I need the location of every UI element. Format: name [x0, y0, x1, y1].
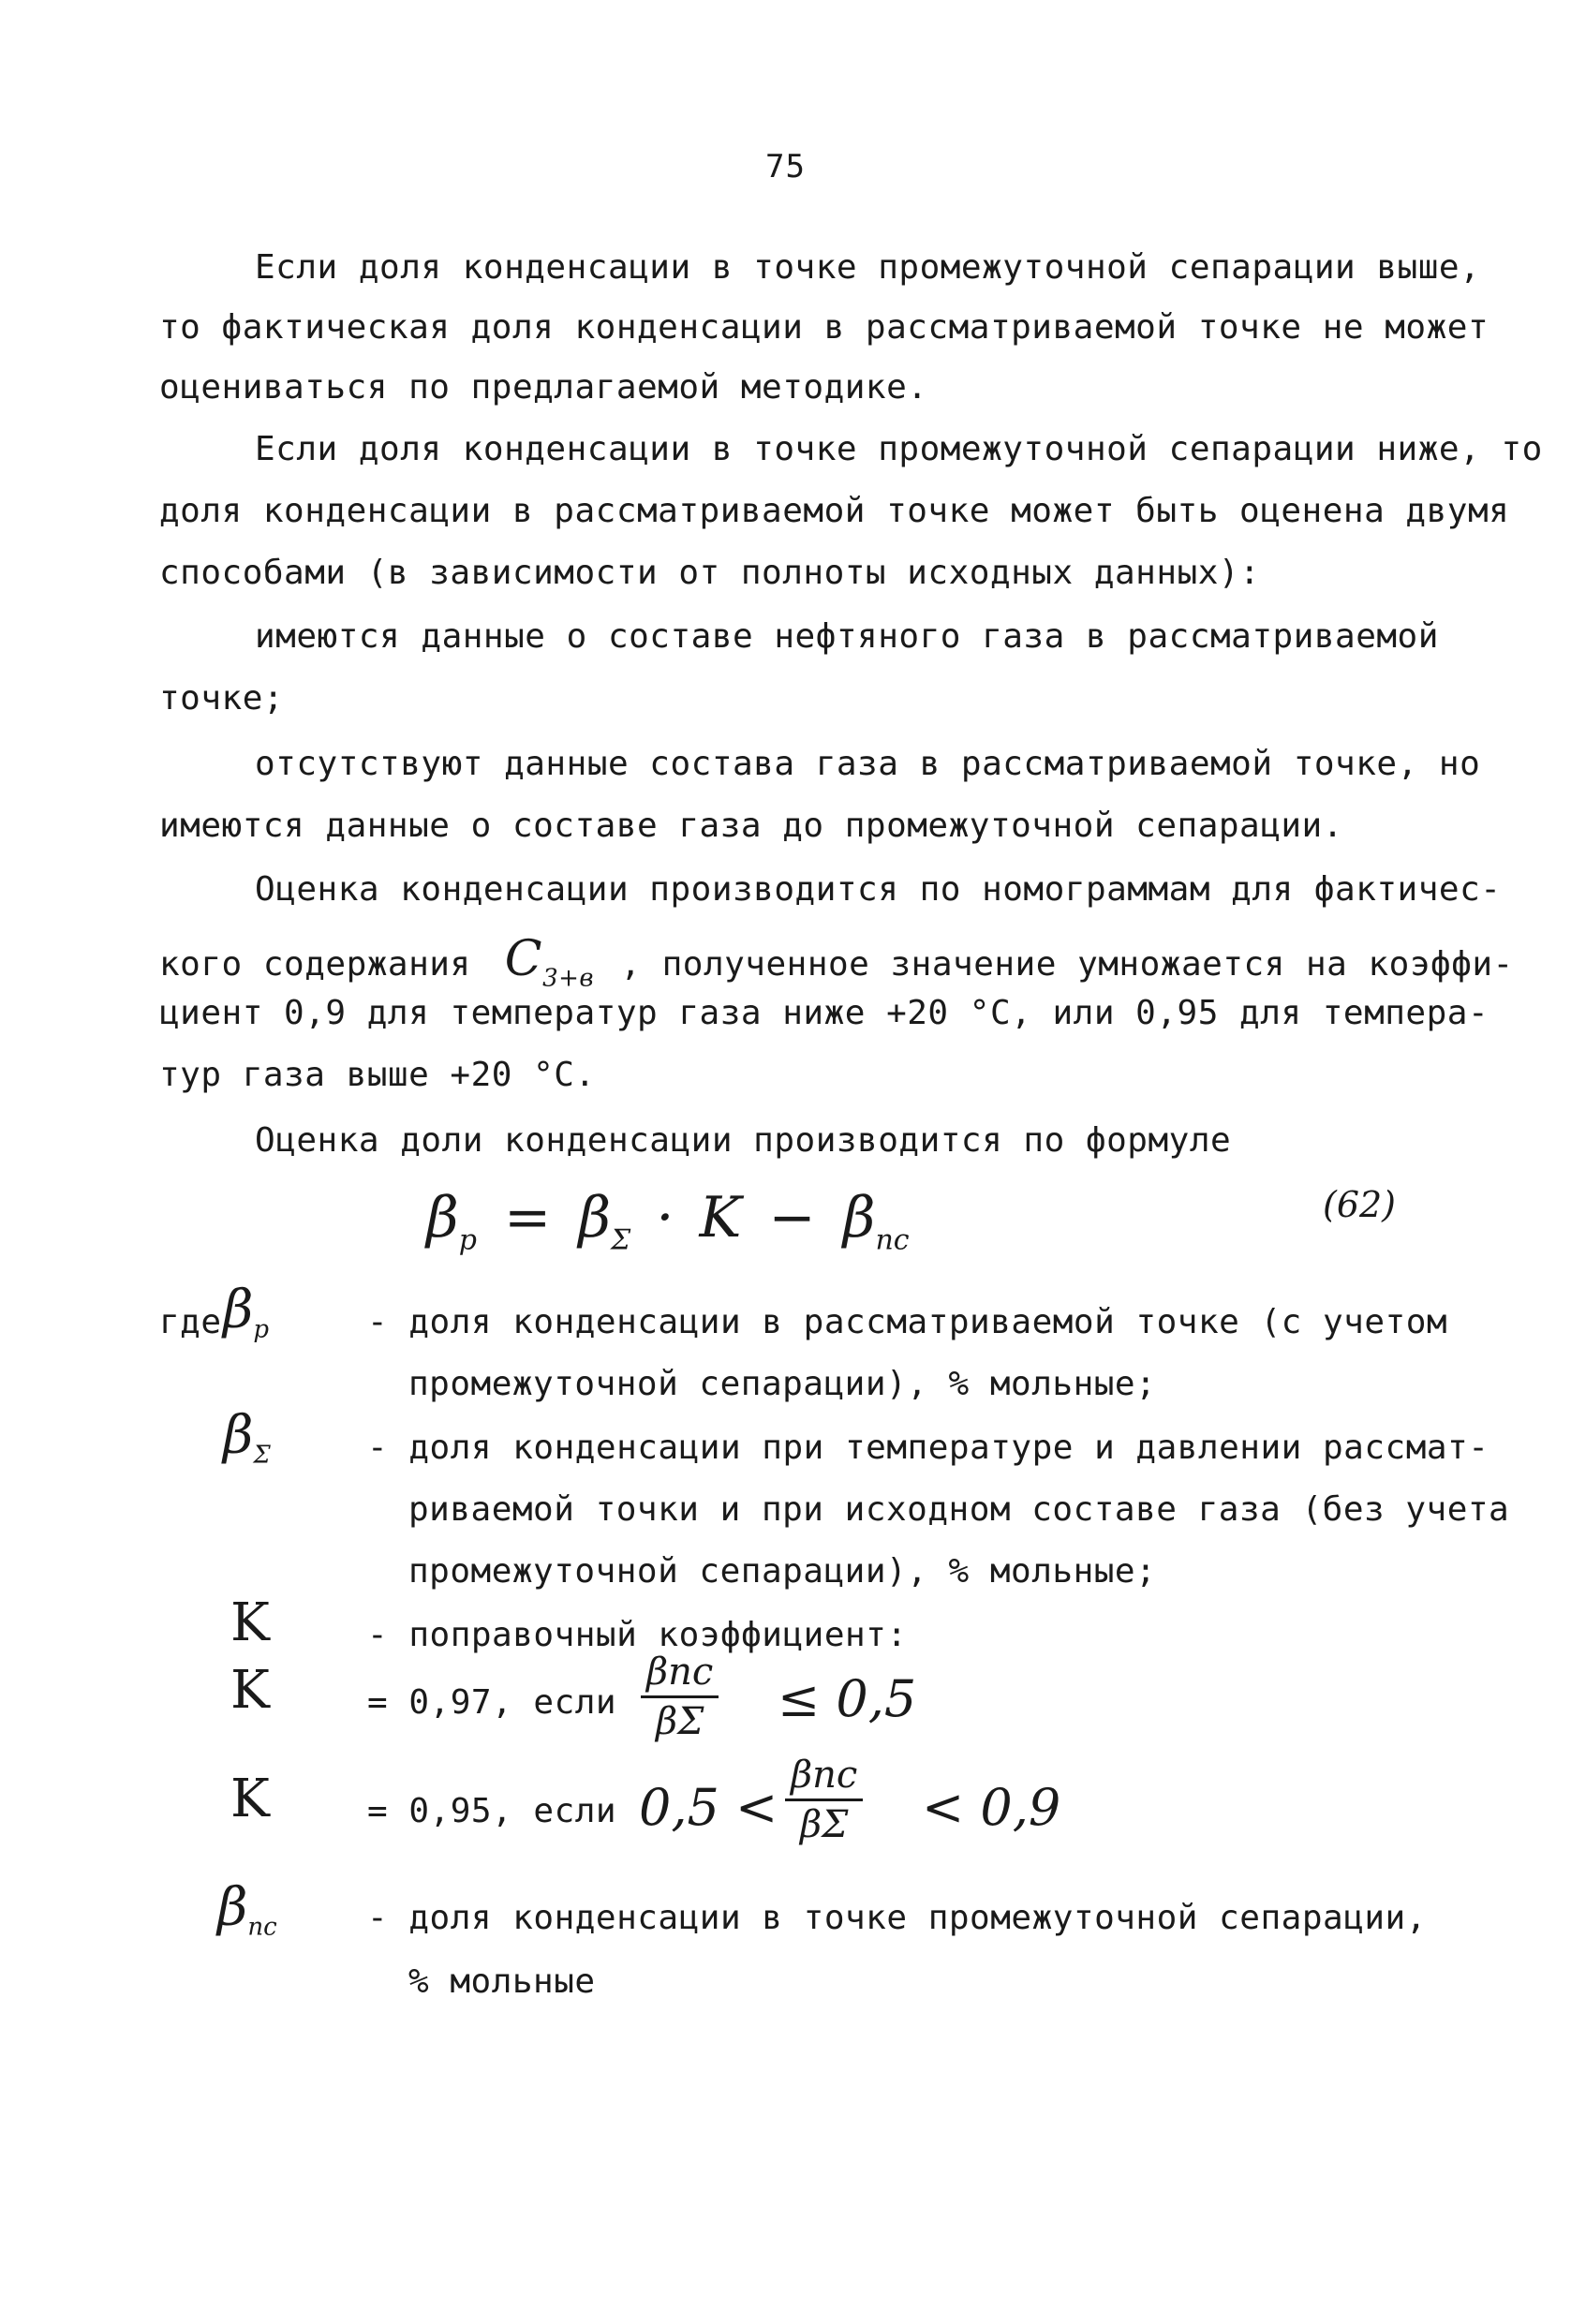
c-letter: C [504, 931, 543, 987]
paragraph-5-text-before: кого содержания [159, 945, 471, 984]
paragraph-2-line-2: доля конденсации в рассматриваемой точке может быть оценена двумя [159, 492, 1510, 530]
legend-symbol-beta-sigma: βΣ [223, 1405, 271, 1470]
cond1-symbol-k: K [230, 1660, 270, 1721]
paragraph-5-text-after: , полученное значение умножается на коэффи- [620, 945, 1514, 984]
cond2-frac-bar [785, 1799, 863, 1801]
paragraph-2-line-1: Если доля конденсации в точке промежуточной сепарации ниже, то [255, 430, 1543, 468]
paragraph-1-line-3: оцениваться по предлагаемой методике. [159, 368, 928, 407]
cond2-frac-num: βпс [791, 1754, 858, 1797]
legend-beta-sigma-line-1: - доля конденсации при температуре и давлении рассмат- [367, 1428, 1489, 1467]
legend-beta-p-line-1: - доля конденсации в рассматриваемой точке (с учетом [367, 1303, 1448, 1341]
formula-minus: − [768, 1185, 816, 1251]
legend-symbol-beta-pc: βпс [217, 1877, 277, 1942]
c-symbol [504, 931, 595, 993]
page-number: 75 [765, 148, 806, 185]
cond1-text: = 0,97, если [367, 1683, 617, 1722]
cond2-frac-den: βΣ [799, 1803, 849, 1846]
paragraph-2-line-3: способами (в зависимости от полноты исходных данных): [159, 554, 1261, 592]
formula-62 [426, 1185, 910, 1257]
cond2-relation: < 0,9 [922, 1778, 1061, 1837]
legend-symbol-k: K [230, 1592, 270, 1653]
legend-where: где [159, 1303, 222, 1341]
cond1-fraction [641, 1650, 719, 1743]
c-subscript: 3+в [542, 964, 595, 993]
paragraph-5-line-3: циент 0,9 для температур газа ниже +20 °С, или 0,95 для темпера- [159, 994, 1489, 1032]
cond2-symbol-k: K [230, 1769, 270, 1829]
paragraph-5-line-4: тур газа выше +20 °С. [159, 1056, 596, 1094]
cond1-frac-bar [641, 1695, 719, 1698]
formula-beta-sigma: $\beta_\Sigma$ [578, 1185, 631, 1257]
cond1-frac-den: βΣ [655, 1700, 704, 1743]
paragraph-3-line-2: точке; [159, 679, 285, 718]
legend-beta-pc-line-2: % мольные [408, 1962, 596, 2001]
legend-beta-p-line-2: промежуточной сепарации), % мольные; [408, 1365, 1157, 1403]
formula-equals: = [503, 1185, 552, 1251]
cond1-frac-num: βпс [646, 1650, 714, 1694]
formula-k: K [699, 1185, 742, 1251]
legend-beta-sigma-line-2: риваемой точки и при исходном составе газа (без учета [408, 1490, 1510, 1529]
paragraph-4-line-2: имеются данные о составе газа до промежуточной сепарации. [159, 807, 1343, 845]
legend-k-line-1: - поправочный коэффициент: [367, 1616, 908, 1654]
paragraph-3-line-1: имеются данные о составе нефтяного газа в рассматриваемой [255, 617, 1439, 656]
paragraph-1-line-2: то фактическая доля конденсации в рассматриваемой точке не может [159, 308, 1489, 347]
cond2-text: = 0,95, если [367, 1792, 617, 1830]
cond2-left: 0,5 < [639, 1778, 778, 1837]
formula-beta-p: $\beta_р$ [426, 1185, 477, 1257]
formula-number: (62) [1323, 1184, 1397, 1225]
paragraph-1-line-1: Если доля конденсации в точке промежуточной сепарации выше, [255, 248, 1481, 287]
formula-dot: · [656, 1185, 674, 1251]
cond2-fraction [785, 1754, 863, 1846]
formula-beta-pc: $\beta_{пс}$ [842, 1185, 910, 1257]
legend-beta-sigma-line-3: промежуточной сепарации), % мольные; [408, 1552, 1157, 1591]
cond1-relation: ≤ 0,5 [778, 1669, 917, 1728]
paragraph-5-line-2 [159, 931, 1514, 993]
paragraph-4-line-1: отсутствуют данные состава газа в рассматриваемой точке, но [255, 745, 1481, 783]
paragraph-6-line-1: Оценка доли конденсации производится по формуле [255, 1121, 1232, 1160]
legend-beta-pc-line-1: - доля конденсации в точке промежуточной сепарации, [367, 1899, 1427, 1937]
paragraph-5-line-1: Оценка конденсации производится по номограммам для фактичес- [255, 870, 1502, 909]
legend-symbol-beta-p: βр [223, 1280, 270, 1344]
